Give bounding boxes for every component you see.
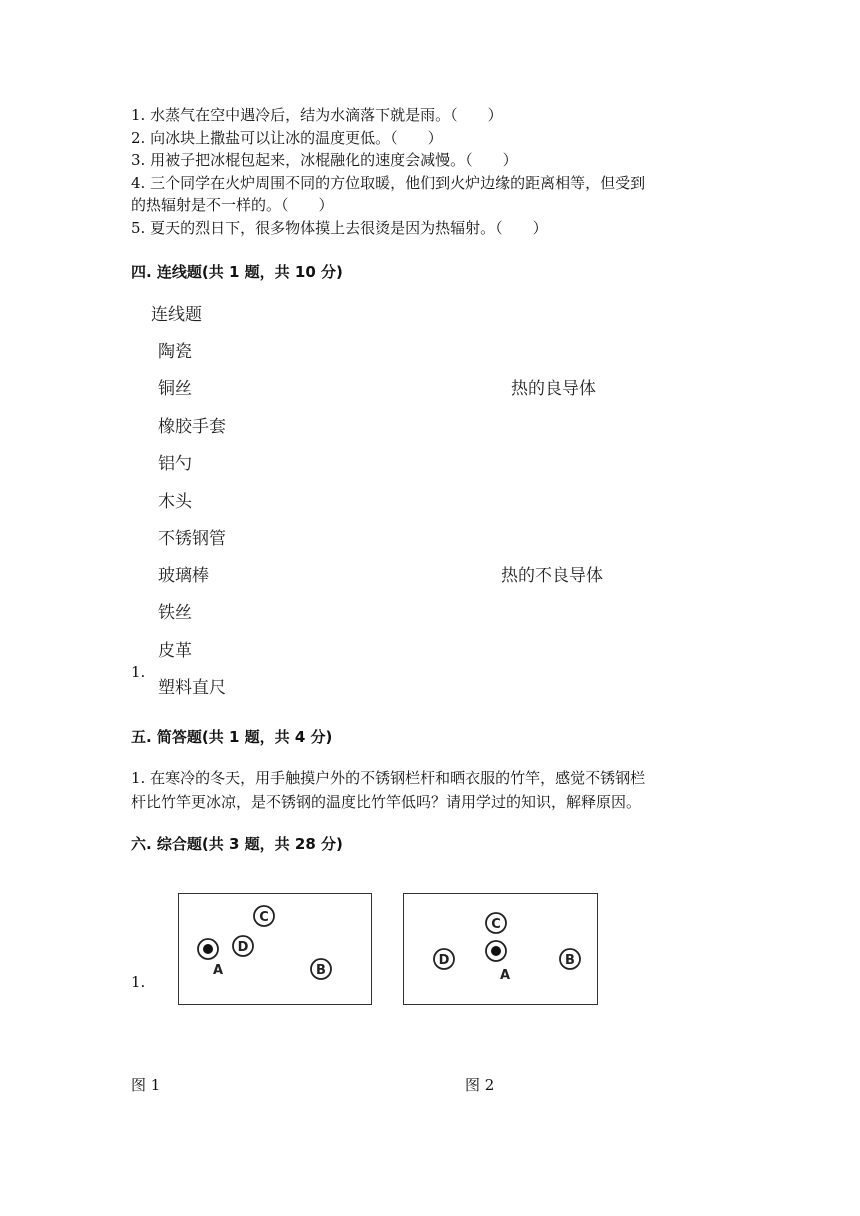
point-d: [233, 936, 253, 956]
match-left-item: 铁丝: [158, 603, 192, 623]
question-line: 杆比竹竿更冰凉，是不锈钢的温度比竹竿低吗？请用学过的知识，解释原因。: [131, 793, 642, 811]
match-left-item: 塑料直尺: [158, 678, 226, 698]
figure-2-caption: 图 2: [465, 1076, 495, 1094]
point-label-d: D: [438, 953, 450, 968]
point-label-c: C: [259, 910, 269, 925]
short-answer-question: [131, 766, 731, 814]
figure-2: [403, 893, 598, 1005]
section5-heading: 五. 简答题(共 1 题，共 4 分): [131, 728, 333, 746]
tf-item-4: 4. 三个同学在火炉周围不同的方位取暖，他们到火炉边缘的距离相等，但受到: [131, 173, 646, 192]
section4-heading: 四. 连线题(共 1 题，共 10 分): [131, 263, 343, 281]
point-label-a: A: [499, 968, 511, 983]
point-label-a: A: [212, 963, 224, 978]
match-left-item: 皮革: [158, 641, 192, 661]
tf-item-4-cont: 的热辐射是不一样的。（ ）: [131, 196, 334, 214]
point-label-b: B: [565, 953, 575, 968]
point-b: [311, 959, 331, 979]
figure-1: [178, 893, 372, 1005]
point-c: [486, 913, 506, 933]
question-number: 1.: [131, 663, 146, 681]
match-left-item: 木头: [158, 492, 192, 512]
point-a-fire: [486, 941, 510, 983]
point-label-d: D: [237, 940, 249, 955]
matching-title: 连线题: [151, 305, 202, 325]
question-number: 1.: [131, 973, 146, 991]
question-line: 1. 在寒冷的冬天，用手触摸户外的不锈钢栏杆和晒衣服的竹竿，感觉不锈钢栏: [131, 769, 646, 787]
section6-heading: 六. 综合题(共 3 题，共 28 分): [131, 835, 343, 853]
match-right-item: 热的不良导体: [501, 566, 603, 586]
match-left-item: 铝勺: [158, 454, 192, 474]
tf-item-3: 3. 用被子把冰棍包起来，冰棍融化的速度会减慢。（ ）: [131, 151, 518, 169]
point-b: [560, 949, 580, 969]
point-a-fire: [198, 939, 223, 978]
tf-item-2: 2. 向冰块上撒盐可以让冰的温度更低。（ ）: [131, 128, 443, 147]
match-left-item: 玻璃棒: [158, 566, 209, 586]
match-left-item: 陶瓷: [158, 342, 192, 362]
match-right-item: 热的良导体: [511, 379, 596, 399]
true-false-list: [131, 104, 731, 239]
point-label-c: C: [491, 917, 501, 932]
tf-item-5: 5. 夏天的烈日下，很多物体摸上去很烫是因为热辐射。（ ）: [131, 218, 548, 237]
match-left-item: 铜丝: [158, 379, 192, 399]
figure-1-caption: 图 1: [131, 1076, 161, 1094]
match-left-item: 橡胶手套: [158, 417, 226, 437]
point-d: [434, 949, 454, 969]
point-label-b: B: [316, 963, 326, 978]
point-c: [254, 906, 274, 926]
match-left-item: 不锈钢管: [158, 529, 226, 549]
tf-item-1: 1. 水蒸气在空中遇冷后，结为水滴落下就是雨。（ ）: [131, 106, 503, 124]
